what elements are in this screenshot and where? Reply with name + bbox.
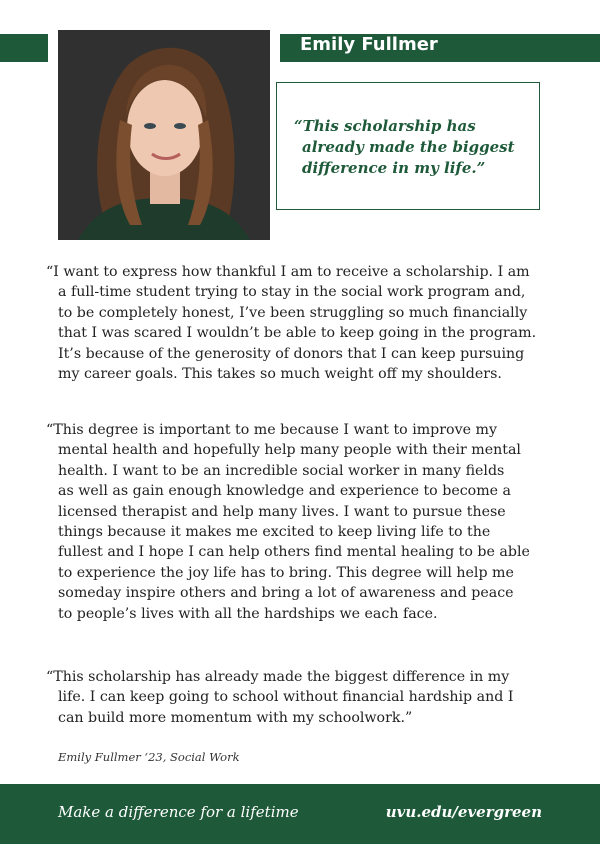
student-portrait-photo <box>58 30 270 240</box>
paragraph-gratitude <box>46 262 552 384</box>
text-line: life. I can keep going to school without financial hardship and I <box>58 689 514 706</box>
attribution: Emily Fullmer ‘23, Social Work <box>58 750 240 764</box>
footer-tagline: Make a difference for a lifetime <box>58 803 299 821</box>
text-line: licensed therapist and help many lives. I want to pursue these <box>58 503 506 520</box>
text-line: It’s because of the generosity of donors that I can keep pursuing <box>58 345 525 362</box>
text-line: my career goals. This takes so much weight off my shoulders. <box>58 366 502 383</box>
student-name: Emily Fullmer <box>300 34 438 55</box>
text-line: fullest and I hope I can help others find mental healing to be able <box>58 544 530 561</box>
text-line: that I was scared I wouldn’t be able to keep going in the program. <box>58 325 537 342</box>
pull-quote-line: “This scholarship has <box>294 117 476 135</box>
text-line: as well as gain enough knowledge and experience to become a <box>58 483 512 500</box>
paragraph-impact <box>46 667 552 728</box>
text-line: “This degree is important to me because I want to improve my <box>46 422 497 438</box>
pull-quote <box>294 116 534 179</box>
text-line: to be completely honest, I’ve been struggling so much financially <box>58 304 528 321</box>
text-line: things because it makes me excited to keep living life to the <box>58 524 491 541</box>
text-line: can build more momentum with my schoolwork.” <box>58 709 413 726</box>
text-line: someday inspire others and bring a lot of awareness and peace <box>58 585 514 602</box>
text-line: “This scholarship has already made the biggest difference in my <box>46 669 510 685</box>
text-line: mental health and hopefully help many people with their mental <box>58 442 521 459</box>
footer-url-link[interactable]: uvu.edu/evergreen <box>385 803 542 821</box>
pull-quote-line: already made the biggest <box>302 138 515 156</box>
pull-quote-line: difference in my life.” <box>302 159 486 177</box>
text-line: “I want to express how thankful I am to receive a scholarship. I am <box>46 264 530 280</box>
text-line: to people’s lives with all the hardships we each face. <box>58 605 438 622</box>
text-line: health. I want to be an incredible social worker in many fields <box>58 462 505 479</box>
text-line: a full-time student trying to stay in the social work program and, <box>58 284 526 301</box>
paragraph-degree <box>46 420 552 624</box>
text-line: to experience the joy life has to bring. This degree will help me <box>58 564 514 581</box>
